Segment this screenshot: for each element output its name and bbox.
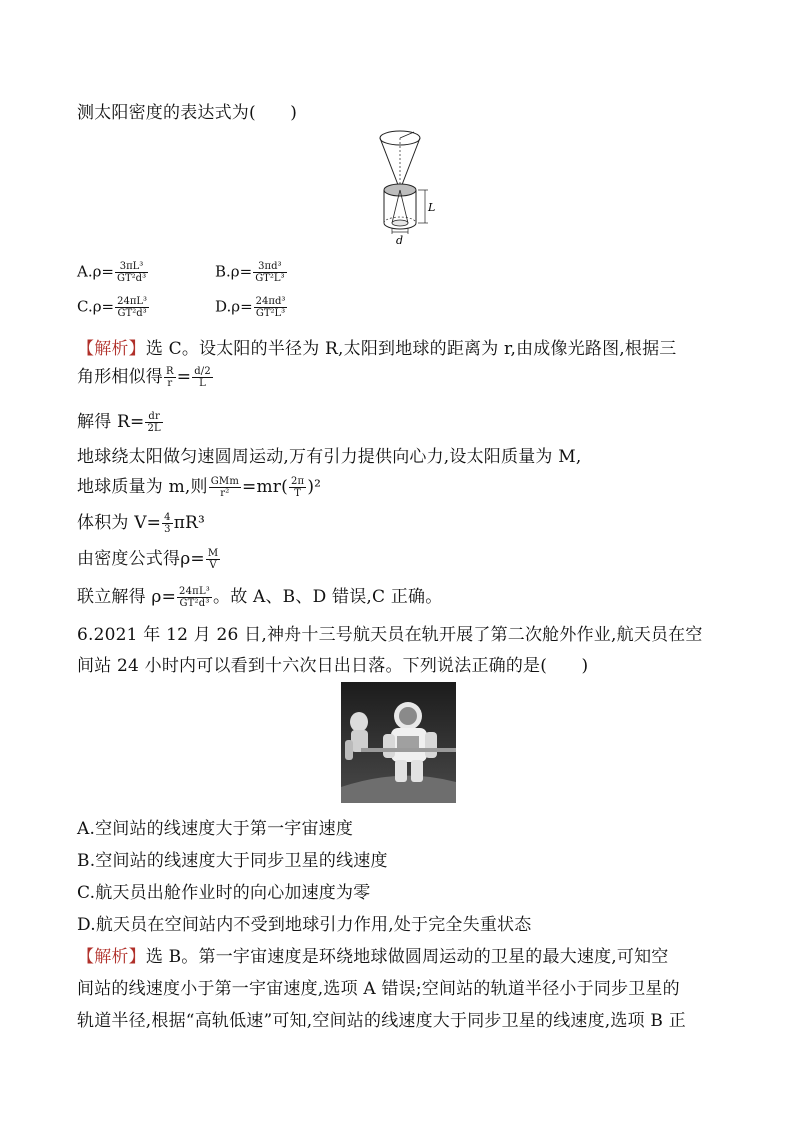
option-d-den: GT²L³ — [255, 308, 286, 319]
q6-option-d: D.航天员在空间站内不受到地球引力作用,处于完全失重状态 — [77, 915, 532, 935]
frac-den: GT²d³ — [179, 598, 210, 609]
q6-analysis-line-3: 轨道半径,根据“高轨低速”可知,空间站的线速度大于同步卫星的线速度,选项 B 正 — [77, 1011, 686, 1031]
analysis-text: 由密度公式得ρ= — [77, 549, 205, 569]
q6-option-b: B.空间站的线速度大于同步卫星的线速度 — [77, 851, 388, 871]
analysis-text: =mr( — [242, 477, 288, 497]
q5-analysis-line-7 — [77, 548, 221, 571]
frac-num: GMm — [210, 476, 240, 487]
analysis-text: 选 B。第一宇宙速度是环绕地球做圆周运动的卫星的最大速度,可知空 — [145, 947, 669, 967]
q5-analysis-line-8 — [77, 586, 442, 609]
option-c-num: 24πL³ — [117, 296, 148, 307]
option-c-label: C.ρ= — [77, 297, 115, 316]
diagram-label-d: d — [396, 234, 404, 247]
q5-option-c — [77, 296, 150, 319]
equals-sign: = — [176, 367, 192, 387]
analysis-text: 地球质量为 m,则 — [77, 477, 208, 497]
option-b-num: 3πd³ — [253, 261, 286, 273]
q6-analysis-line-1 — [77, 947, 669, 967]
q6-analysis-line-2: 间站的线速度小于第一宇宙速度,选项 A 错误;空间站的轨道半径小于同步卫星的 — [77, 979, 680, 999]
frac-num: 2π — [290, 476, 305, 487]
option-c-den: GT²d³ — [117, 308, 147, 319]
q5-option-d — [215, 296, 288, 319]
frac-num: 24πL³ — [179, 586, 210, 597]
analysis-text: 联立解得 ρ= — [77, 587, 177, 607]
analysis-text: 解得 R= — [77, 412, 145, 432]
analysis-text: 。故 A、B、D 错误,C 正确。 — [213, 587, 443, 607]
frac-den: T — [294, 488, 302, 499]
option-d-num: 24πd³ — [255, 296, 286, 307]
q6-stem-line-2: 间站 24 小时内可以看到十六次日出日落。下列说法正确的是( ) — [77, 656, 589, 676]
pinhole-imaging-diagram — [370, 128, 440, 248]
analysis-tag: 【解析】 — [77, 947, 146, 967]
frac-num: 4 — [164, 512, 171, 523]
q5-stem: 测太阳密度的表达式为( ) — [77, 103, 298, 123]
frac-num: M — [207, 548, 219, 559]
q6-option-a: A.空间站的线速度大于第一宇宙速度 — [77, 819, 354, 839]
frac-den: L — [199, 378, 206, 389]
astronaut-photo — [341, 682, 456, 803]
option-d-label: D.ρ= — [215, 297, 253, 316]
frac-num: dr — [145, 411, 162, 423]
option-a-label: A.ρ= — [77, 262, 114, 281]
option-b-den: GT²L³ — [255, 273, 285, 284]
analysis-text: 体积为 V= — [77, 513, 162, 533]
q5-analysis-line-3 — [77, 411, 164, 434]
q5-analysis-line-5 — [77, 476, 321, 499]
frac-den: r — [167, 378, 173, 389]
frac-den: V — [209, 560, 217, 571]
analysis-text: 角形相似得 — [77, 367, 163, 387]
q6-option-c: C.航天员出舱作业时的向心加速度为零 — [77, 883, 371, 903]
q5-option-a — [77, 261, 149, 284]
option-a-num: 3πL³ — [115, 261, 148, 273]
analysis-tag: 【解析】 — [77, 339, 146, 359]
analysis-text: )² — [307, 477, 322, 497]
q5-analysis-line-2 — [77, 366, 214, 389]
q6-stem-line-1: 6.2021 年 12 月 26 日,神舟十三号航天员在轨开展了第二次舱外作业,航天员在空 — [77, 625, 703, 645]
q5-option-b — [215, 261, 288, 284]
q5-analysis-line-4: 地球绕太阳做匀速圆周运动,万有引力提供向心力,设太阳质量为 M, — [77, 447, 582, 467]
frac-num: R — [166, 366, 174, 377]
option-a-den: GT²d³ — [117, 273, 147, 284]
frac-den: 3 — [164, 524, 171, 535]
frac-den: 2L — [147, 423, 161, 434]
option-b-label: B.ρ= — [215, 262, 253, 281]
diagram-label-L: L — [428, 201, 436, 214]
analysis-text: 选 C。设太阳的半径为 R,太阳到地球的距离为 r,由成像光路图,根据三 — [145, 339, 677, 359]
analysis-text: πR³ — [173, 513, 206, 533]
frac-den: r² — [220, 488, 230, 499]
q5-analysis-line-1 — [77, 339, 677, 359]
frac-num: d/2 — [194, 366, 211, 377]
q5-analysis-line-6 — [77, 512, 205, 535]
